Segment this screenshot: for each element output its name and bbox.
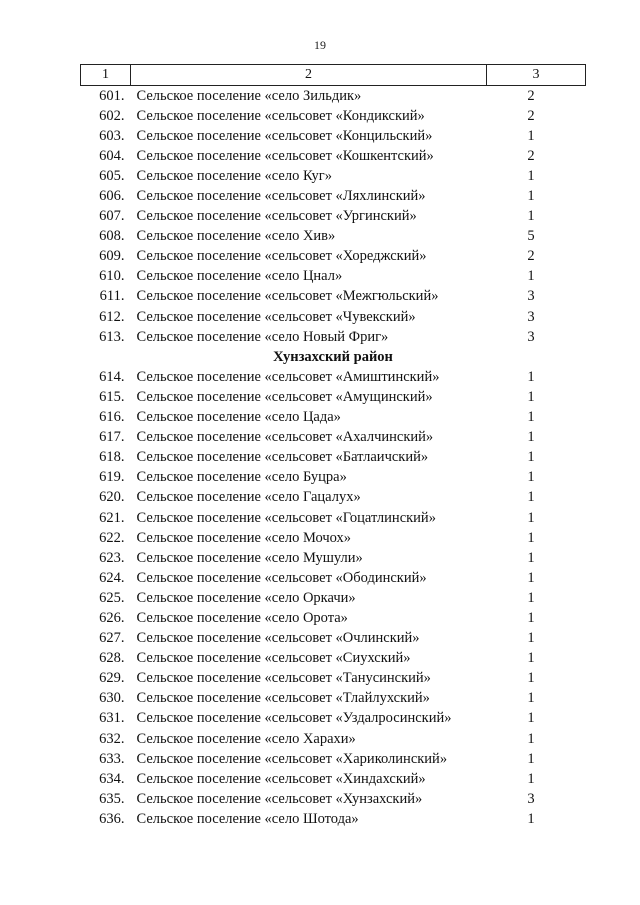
row-number: 610.: [99, 268, 125, 285]
settlement-name: Сельское поселение «сельсовет «Кошкентский»: [136, 147, 434, 164]
row-number: 613.: [99, 328, 125, 345]
row-value: 1: [527, 469, 535, 486]
row-number: 622.: [99, 529, 125, 546]
settlement-name: Сельское поселение «сельсовет «Хореджский»: [136, 248, 427, 265]
table-row: [81, 729, 586, 749]
row-number: 621.: [99, 509, 125, 526]
row-number: 632.: [99, 730, 125, 747]
settlement-name: Сельское поселение «село Цнал»: [136, 268, 343, 285]
row-value: 1: [527, 368, 535, 385]
settlement-name: Сельское поселение «село Зильдик»: [136, 87, 362, 104]
table-row: [81, 467, 586, 487]
row-value: 1: [527, 409, 535, 426]
header-col-3: 3: [487, 65, 586, 86]
table-row: [81, 226, 586, 246]
row-value: 1: [527, 589, 535, 606]
row-value: 1: [527, 208, 535, 225]
settlement-name: Сельское поселение «сельсовет «Тлайлухский»: [136, 690, 430, 707]
row-value: 1: [527, 630, 535, 647]
settlement-name: Сельское поселение «сельсовет «Хиндахский»: [136, 770, 426, 787]
settlements-table: [80, 64, 586, 829]
table-row: [81, 407, 586, 427]
table-row: [81, 447, 586, 467]
settlement-name: Сельское поселение «сельсовет «Батлаичский»: [136, 449, 429, 466]
table-row: [81, 628, 586, 648]
table-row: [81, 206, 586, 226]
row-number: 616.: [99, 409, 125, 426]
table-row: [81, 86, 586, 106]
table-row: [81, 487, 586, 507]
settlement-name: Сельское поселение «сельсовет «Гоцатлинский»: [136, 509, 436, 526]
table-row: [81, 507, 586, 527]
row-value: 1: [527, 268, 535, 285]
settlement-name: Сельское поселение «сельсовет «Ляхлинский»: [136, 188, 426, 205]
row-number: 606.: [99, 188, 125, 205]
table-row: [81, 528, 586, 548]
row-number: 603.: [99, 127, 125, 144]
settlement-name: Сельское поселение «сельсовет «Ургинский»: [136, 208, 417, 225]
row-number: 602.: [99, 107, 125, 124]
row-number: 614.: [99, 368, 125, 385]
table-row: [81, 387, 586, 407]
row-number: 633.: [99, 750, 125, 767]
row-value: 1: [527, 509, 535, 526]
district-title: Хунзахский район: [273, 348, 393, 365]
row-number: 617.: [99, 429, 125, 446]
row-value: 3: [527, 328, 535, 345]
row-value: 2: [527, 107, 535, 124]
table-row: [81, 668, 586, 688]
row-number: 605.: [99, 167, 125, 184]
row-number: 601.: [99, 87, 125, 104]
row-number: 629.: [99, 670, 125, 687]
table-row: [81, 186, 586, 206]
row-value: 2: [527, 248, 535, 265]
row-value: 1: [527, 167, 535, 184]
settlement-name: Сельское поселение «сельсовет «Хариколинский»: [136, 750, 448, 767]
row-value: 1: [527, 449, 535, 466]
row-number: 611.: [99, 288, 125, 305]
settlement-name: Сельское поселение «сельсовет «Чувекский»: [136, 308, 416, 325]
row-number: 612.: [99, 308, 125, 325]
settlement-name: Сельское поселение «сельсовет «Сиухский»: [136, 650, 411, 667]
settlement-name: Сельское поселение «село Гацалух»: [136, 489, 361, 506]
header-col-2: 2: [131, 65, 487, 86]
row-value: 2: [527, 87, 535, 104]
row-number: 631.: [99, 710, 125, 727]
table-row: [81, 427, 586, 447]
row-number: 619.: [99, 469, 125, 486]
row-value: 1: [527, 569, 535, 586]
row-value: 2: [527, 147, 535, 164]
row-value: 1: [527, 770, 535, 787]
row-value: 1: [527, 529, 535, 546]
row-value: 1: [527, 690, 535, 707]
page-number: 19: [314, 38, 326, 52]
row-value: 1: [527, 750, 535, 767]
row-number: 620.: [99, 489, 125, 506]
settlement-name: Сельское поселение «село Мушули»: [136, 549, 363, 566]
table-row: [81, 367, 586, 387]
table-row: [81, 266, 586, 286]
settlement-name: Сельское поселение «сельсовет «Межгюльский»: [136, 288, 439, 305]
table-body: [81, 86, 586, 829]
row-number: 630.: [99, 690, 125, 707]
row-value: 5: [527, 228, 535, 245]
settlement-name: Сельское поселение «сельсовет «Уздалросинский»: [136, 710, 452, 727]
settlement-name: Сельское поселение «село Орота»: [136, 609, 348, 626]
table-row: [81, 608, 586, 628]
table-row: [81, 307, 586, 327]
row-number: 623.: [99, 549, 125, 566]
row-number: 618.: [99, 449, 125, 466]
settlement-name: Сельское поселение «село Хив»: [136, 228, 336, 245]
table-row: [81, 769, 586, 789]
settlement-name: Сельское поселение «село Шотода»: [136, 810, 359, 827]
table-row: [81, 809, 586, 829]
table-row: [81, 106, 586, 126]
table-row: [81, 708, 586, 728]
table-row: [81, 146, 586, 166]
row-number: 615.: [99, 388, 125, 405]
row-number: 628.: [99, 650, 125, 667]
row-value: 1: [527, 650, 535, 667]
settlement-name: Сельское поселение «сельсовет «Амиштинский»: [136, 368, 440, 385]
settlement-name: Сельское поселение «село Новый Фриг»: [136, 328, 389, 345]
row-number: 607.: [99, 208, 125, 225]
settlement-name: Сельское поселение «сельсовет «Ободинский»: [136, 569, 427, 586]
row-number: 635.: [99, 790, 125, 807]
settlement-name: Сельское поселение «сельсовет «Кондикский»: [136, 107, 425, 124]
table-row: [81, 789, 586, 809]
table-row: [81, 688, 586, 708]
row-value: 1: [527, 670, 535, 687]
header-col-1: 1: [81, 65, 131, 86]
settlement-name: Сельское поселение «сельсовет «Концильский»: [136, 127, 433, 144]
row-value: 1: [527, 429, 535, 446]
row-value: 3: [527, 308, 535, 325]
row-number: 636.: [99, 810, 125, 827]
settlement-name: Сельское поселение «село Оркачи»: [136, 589, 356, 606]
table-header: [81, 65, 586, 86]
row-number: 604.: [99, 147, 125, 164]
row-value: 1: [527, 388, 535, 405]
row-value: 1: [527, 127, 535, 144]
row-value: 1: [527, 810, 535, 827]
settlement-name: Сельское поселение «село Мочох»: [136, 529, 352, 546]
settlement-name: Сельское поселение «сельсовет «Амущинский»: [136, 388, 433, 405]
row-value: 1: [527, 710, 535, 727]
row-value: 1: [527, 609, 535, 626]
row-number: 608.: [99, 228, 125, 245]
row-value: 1: [527, 188, 535, 205]
table-row: [81, 286, 586, 306]
row-number: 624.: [99, 569, 125, 586]
table-row: [81, 327, 586, 347]
settlement-name: Сельское поселение «сельсовет «Хунзахский»: [136, 790, 423, 807]
settlement-name: Сельское поселение «село Харахи»: [136, 730, 356, 747]
settlement-name: Сельское поселение «село Цада»: [136, 409, 341, 426]
table-row: [81, 648, 586, 668]
table-row: [81, 568, 586, 588]
table-row: [81, 548, 586, 568]
settlement-name: Сельское поселение «сельсовет «Танусинский»: [136, 670, 431, 687]
row-number: 625.: [99, 589, 125, 606]
row-value: 3: [527, 790, 535, 807]
row-number: 634.: [99, 770, 125, 787]
settlement-name: Сельское поселение «сельсовет «Очлинский»: [136, 630, 420, 647]
settlement-name: Сельское поселение «сельсовет «Ахалчинский»: [136, 429, 434, 446]
row-number: 627.: [99, 630, 125, 647]
table-row: [81, 126, 586, 146]
row-number: 626.: [99, 609, 125, 626]
row-value: 3: [527, 288, 535, 305]
table-row: [81, 749, 586, 769]
row-value: 1: [527, 489, 535, 506]
settlement-name: Сельское поселение «село Куг»: [136, 167, 332, 184]
settlement-name: Сельское поселение «село Буцра»: [136, 469, 347, 486]
row-value: 1: [527, 549, 535, 566]
section-row: [81, 347, 586, 367]
row-number: 609.: [99, 248, 125, 265]
row-value: 1: [527, 730, 535, 747]
table-row: [81, 246, 586, 266]
table-row: [81, 588, 586, 608]
table-row: [81, 166, 586, 186]
